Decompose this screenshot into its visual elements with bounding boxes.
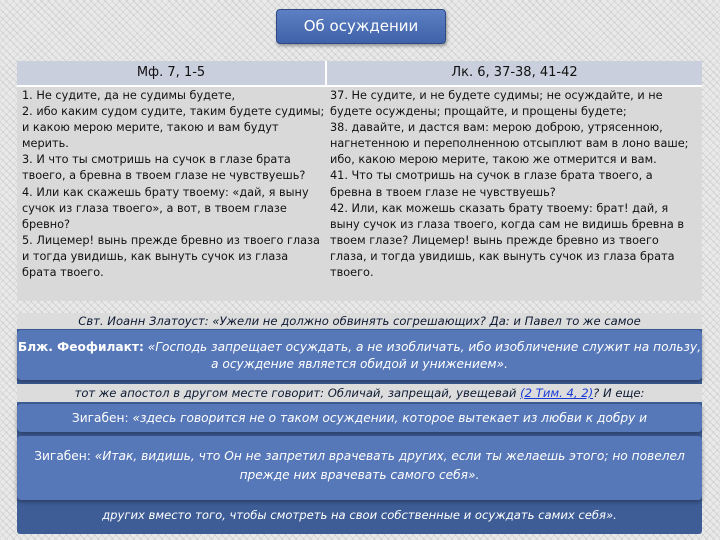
apostle-text-end: ? И еще: (593, 386, 645, 400)
closing-quote: других вместо того, чтобы смотреть на свои собственные и осуждать самих себя». (102, 508, 617, 522)
zigaben-quote-2 (17, 436, 702, 500)
comparison-table (17, 61, 702, 301)
zigaben-text-2: «Итак, видишь, что Он не запретил врачевать других, если ты желаешь этого; но повелел прежде них врачевать самого себя». (94, 449, 685, 482)
header-matthew: Мф. 7, 1-5 (17, 61, 327, 87)
zigaben-text-1: «здесь говорится не о таком осуждении, которое вытекает из любви к добру и (132, 411, 648, 425)
apostle-quote (17, 384, 702, 402)
zigaben-author-2: Зигабен: (34, 449, 91, 463)
theophylact-text: «Господь запрещает осуждать, а не изобличать, ибо изобличение служит на пользу, а осуждение является обидой и унижением». (147, 340, 702, 371)
scripture-link[interactable]: (2 Тим. 4, 2) (520, 386, 594, 400)
chrysostom-quote: Свт. Иоанн Златоуст: «Ужели не должно обвинять согрешающих? Да: и Павел то же самое (17, 313, 702, 329)
text-matthew: 1. Не судите, да не судимы будете, 2. ибо каким судом судите, таким будете судимы; и какою мерою мерите, такою и вам будут мерить. 3. И что ты смотришь на сучок в глазе брата твоего, а бревна в твоем глазе не чувствуешь? 4. Или как скажешь брату твоему: «дай, я выну сучок из глаза твоего», а вот, в твоем глазе бревно? 5. Лицемер! вынь прежде бревно из твоего глаза и тогда увидишь, как вынуть сучок из глаза брата твоего. (22, 89, 325, 280)
apostle-text: тот же апостол в другом месте говорит: Обличай, запрещай, увещевай (74, 386, 517, 400)
theophylact-author: Блж. Феофилакт: (17, 340, 144, 354)
header-luke: Лк. 6, 37-38, 41-42 (327, 61, 702, 87)
text-luke: 37. Не судите, и не будете судимы; не осуждайте, и не будете осуждены; прощайте, и прощены будете; 38. давайте, и дастся вам: мерою доброю, утрясенною, нагнетенною и переполненною отсыплют вам в лоно ваше; ибо, какою мерою мерите, такою же отмерится и вам. 41. Что ты смотришь на сучок в глазе брата твоего, а бревна в твоем глазе не чувствуешь? 42. Или, как можешь сказать брату твоему: брат! дай, я выну сучок из глаза твоего, когда сам не видишь бревна в твоем глазе? Лицемер! вынь прежде бревно из твоего глаза, и тогда увидишь, как вынуть сучок из глаза брата твоего. (330, 89, 689, 280)
zigaben-quote-1 (17, 404, 702, 432)
slide-title: Об осуждении (276, 9, 446, 44)
theophylact-quote (17, 330, 702, 380)
zigaben-author-1: Зигабен: (71, 411, 129, 425)
